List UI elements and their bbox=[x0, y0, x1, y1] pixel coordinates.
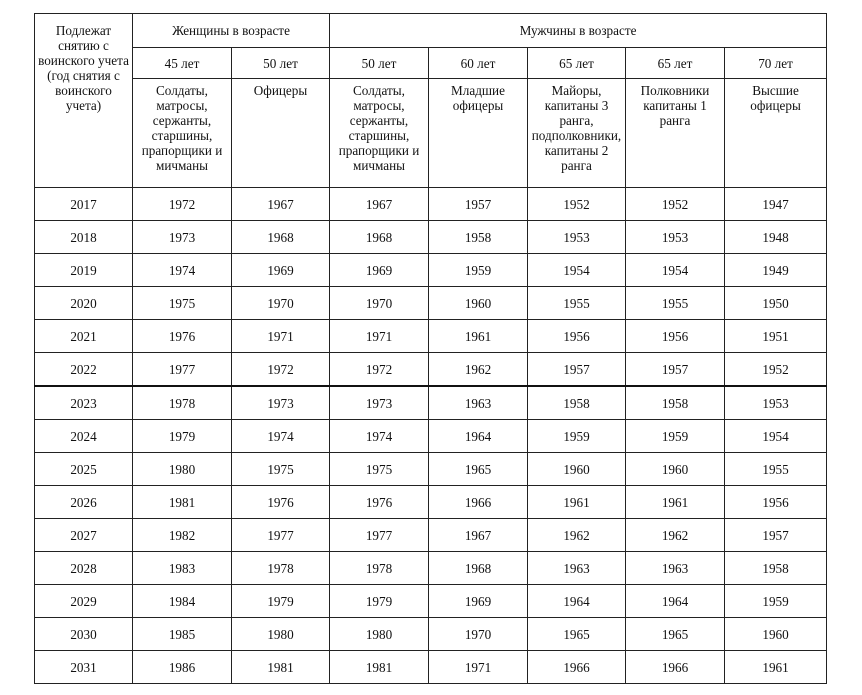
birth-year-cell: 1972 bbox=[232, 353, 330, 387]
birth-year-cell: 1950 bbox=[725, 287, 827, 320]
birth-year-cell: 1959 bbox=[725, 585, 827, 618]
table-row bbox=[35, 618, 827, 651]
birth-year-cell: 1973 bbox=[133, 221, 232, 254]
birth-year-cell: 1985 bbox=[133, 618, 232, 651]
deregistration-year-cell: 2023 bbox=[35, 386, 133, 420]
birth-year-cell: 1961 bbox=[626, 486, 725, 519]
birth-year-cell: 1970 bbox=[330, 287, 429, 320]
birth-year-cell: 1960 bbox=[429, 287, 528, 320]
birth-year-cell: 1958 bbox=[725, 552, 827, 585]
table-row bbox=[35, 519, 827, 552]
deregistration-year-cell: 2022 bbox=[35, 353, 133, 387]
birth-year-cell: 1978 bbox=[133, 386, 232, 420]
birth-year-cell: 1960 bbox=[626, 453, 725, 486]
birth-year-cell: 1967 bbox=[429, 519, 528, 552]
birth-year-cell: 1970 bbox=[429, 618, 528, 651]
birth-year-cell: 1954 bbox=[626, 254, 725, 287]
birth-year-cell: 1966 bbox=[626, 651, 725, 684]
birth-year-cell: 1984 bbox=[133, 585, 232, 618]
table-row bbox=[35, 453, 827, 486]
document-page bbox=[34, 13, 827, 684]
table-row bbox=[35, 420, 827, 453]
birth-year-cell: 1973 bbox=[330, 386, 429, 420]
birth-year-cell: 1964 bbox=[626, 585, 725, 618]
deregistration-year-cell: 2025 bbox=[35, 453, 133, 486]
age-header: 65 лет bbox=[626, 48, 725, 79]
age-header: 60 лет bbox=[429, 48, 528, 79]
birth-year-cell: 1955 bbox=[725, 453, 827, 486]
birth-year-cell: 1969 bbox=[429, 585, 528, 618]
birth-year-cell: 1979 bbox=[232, 585, 330, 618]
birth-year-cell: 1953 bbox=[725, 386, 827, 420]
birth-year-cell: 1952 bbox=[626, 188, 725, 221]
birth-year-cell: 1953 bbox=[528, 221, 626, 254]
table-row bbox=[35, 188, 827, 221]
deregistration-year-cell: 2026 bbox=[35, 486, 133, 519]
deregistration-year-cell: 2018 bbox=[35, 221, 133, 254]
birth-year-cell: 1972 bbox=[330, 353, 429, 387]
birth-year-cell: 1974 bbox=[133, 254, 232, 287]
category-header: Младшие офицеры bbox=[429, 79, 528, 188]
birth-year-cell: 1981 bbox=[232, 651, 330, 684]
birth-year-cell: 1957 bbox=[429, 188, 528, 221]
table-row bbox=[35, 651, 827, 684]
birth-year-cell: 1956 bbox=[626, 320, 725, 353]
birth-year-cell: 1963 bbox=[429, 386, 528, 420]
age-header: 65 лет bbox=[528, 48, 626, 79]
birth-year-cell: 1964 bbox=[528, 585, 626, 618]
birth-year-cell: 1965 bbox=[429, 453, 528, 486]
header-row-categories bbox=[35, 79, 827, 188]
birth-year-cell: 1972 bbox=[133, 188, 232, 221]
birth-year-cell: 1967 bbox=[232, 188, 330, 221]
header-row-ages bbox=[35, 48, 827, 79]
category-header: Полковники капитаны 1 ранга bbox=[626, 79, 725, 188]
birth-year-cell: 1965 bbox=[528, 618, 626, 651]
birth-year-cell: 1971 bbox=[330, 320, 429, 353]
birth-year-cell: 1975 bbox=[330, 453, 429, 486]
birth-year-cell: 1963 bbox=[626, 552, 725, 585]
birth-year-cell: 1978 bbox=[330, 552, 429, 585]
deregistration-year-cell: 2017 bbox=[35, 188, 133, 221]
birth-year-cell: 1977 bbox=[232, 519, 330, 552]
birth-year-cell: 1960 bbox=[725, 618, 827, 651]
birth-year-cell: 1986 bbox=[133, 651, 232, 684]
birth-year-cell: 1979 bbox=[133, 420, 232, 453]
birth-year-cell: 1959 bbox=[429, 254, 528, 287]
birth-year-cell: 1958 bbox=[626, 386, 725, 420]
birth-year-cell: 1962 bbox=[528, 519, 626, 552]
deregistration-year-cell: 2021 bbox=[35, 320, 133, 353]
birth-year-cell: 1954 bbox=[725, 420, 827, 453]
deregistration-year-cell: 2028 bbox=[35, 552, 133, 585]
birth-year-cell: 1976 bbox=[133, 320, 232, 353]
birth-year-cell: 1952 bbox=[725, 353, 827, 387]
category-header: Солдаты, матросы, сержанты, старшины, прапорщики и мичманы bbox=[330, 79, 429, 188]
birth-year-cell: 1961 bbox=[725, 651, 827, 684]
birth-year-cell: 1947 bbox=[725, 188, 827, 221]
birth-year-cell: 1961 bbox=[528, 486, 626, 519]
deregistration-year-cell: 2020 bbox=[35, 287, 133, 320]
birth-year-cell: 1968 bbox=[429, 552, 528, 585]
birth-year-cell: 1978 bbox=[232, 552, 330, 585]
table-row bbox=[35, 221, 827, 254]
birth-year-cell: 1952 bbox=[528, 188, 626, 221]
birth-year-cell: 1957 bbox=[528, 353, 626, 387]
deregistration-year-cell: 2027 bbox=[35, 519, 133, 552]
women-group-header: Женщины в возрасте bbox=[133, 14, 330, 48]
birth-year-cell: 1982 bbox=[133, 519, 232, 552]
category-header: Майоры, капитаны 3 ранга, подполковники, капитаны 2 ранга bbox=[528, 79, 626, 188]
table-header bbox=[35, 14, 827, 188]
deregistration-year-cell: 2031 bbox=[35, 651, 133, 684]
table-row bbox=[35, 353, 827, 387]
birth-year-cell: 1973 bbox=[232, 386, 330, 420]
table-row bbox=[35, 287, 827, 320]
birth-year-cell: 1977 bbox=[133, 353, 232, 387]
table-row bbox=[35, 386, 827, 420]
table-row bbox=[35, 486, 827, 519]
birth-year-cell: 1957 bbox=[725, 519, 827, 552]
table-row bbox=[35, 254, 827, 287]
birth-year-cell: 1969 bbox=[330, 254, 429, 287]
birth-year-cell: 1968 bbox=[330, 221, 429, 254]
military-deregistration-table bbox=[34, 13, 827, 684]
birth-year-cell: 1964 bbox=[429, 420, 528, 453]
birth-year-cell: 1979 bbox=[330, 585, 429, 618]
birth-year-cell: 1948 bbox=[725, 221, 827, 254]
birth-year-cell: 1981 bbox=[133, 486, 232, 519]
birth-year-cell: 1975 bbox=[232, 453, 330, 486]
birth-year-cell: 1956 bbox=[528, 320, 626, 353]
birth-year-cell: 1983 bbox=[133, 552, 232, 585]
birth-year-cell: 1949 bbox=[725, 254, 827, 287]
birth-year-cell: 1980 bbox=[133, 453, 232, 486]
birth-year-cell: 1961 bbox=[429, 320, 528, 353]
birth-year-cell: 1957 bbox=[626, 353, 725, 387]
birth-year-cell: 1975 bbox=[133, 287, 232, 320]
birth-year-cell: 1966 bbox=[429, 486, 528, 519]
birth-year-cell: 1962 bbox=[626, 519, 725, 552]
birth-year-cell: 1958 bbox=[528, 386, 626, 420]
birth-year-cell: 1969 bbox=[232, 254, 330, 287]
birth-year-cell: 1960 bbox=[528, 453, 626, 486]
birth-year-cell: 1976 bbox=[330, 486, 429, 519]
table-body bbox=[35, 188, 827, 684]
birth-year-cell: 1955 bbox=[528, 287, 626, 320]
age-header: 50 лет bbox=[232, 48, 330, 79]
birth-year-cell: 1977 bbox=[330, 519, 429, 552]
birth-year-cell: 1971 bbox=[429, 651, 528, 684]
birth-year-cell: 1976 bbox=[232, 486, 330, 519]
age-header: 50 лет bbox=[330, 48, 429, 79]
birth-year-cell: 1956 bbox=[725, 486, 827, 519]
birth-year-cell: 1970 bbox=[232, 287, 330, 320]
birth-year-cell: 1974 bbox=[232, 420, 330, 453]
birth-year-cell: 1963 bbox=[528, 552, 626, 585]
category-header: Офицеры bbox=[232, 79, 330, 188]
birth-year-cell: 1959 bbox=[626, 420, 725, 453]
birth-year-cell: 1980 bbox=[232, 618, 330, 651]
birth-year-cell: 1971 bbox=[232, 320, 330, 353]
header-row-groups bbox=[35, 14, 827, 48]
table-row bbox=[35, 585, 827, 618]
category-header: Высшие офицеры bbox=[725, 79, 827, 188]
table-row bbox=[35, 552, 827, 585]
birth-year-cell: 1962 bbox=[429, 353, 528, 387]
birth-year-cell: 1958 bbox=[429, 221, 528, 254]
age-header: 45 лет bbox=[133, 48, 232, 79]
birth-year-cell: 1981 bbox=[330, 651, 429, 684]
category-header: Солдаты, матросы, сержанты, старшины, прапорщики и мичманы bbox=[133, 79, 232, 188]
birth-year-cell: 1980 bbox=[330, 618, 429, 651]
birth-year-cell: 1959 bbox=[528, 420, 626, 453]
birth-year-cell: 1953 bbox=[626, 221, 725, 254]
corner-header: Подлежат снятию с воинского учета (год снятия с воинского учета) bbox=[35, 14, 133, 188]
birth-year-cell: 1965 bbox=[626, 618, 725, 651]
deregistration-year-cell: 2024 bbox=[35, 420, 133, 453]
birth-year-cell: 1951 bbox=[725, 320, 827, 353]
table-row bbox=[35, 320, 827, 353]
deregistration-year-cell: 2030 bbox=[35, 618, 133, 651]
deregistration-year-cell: 2019 bbox=[35, 254, 133, 287]
birth-year-cell: 1968 bbox=[232, 221, 330, 254]
deregistration-year-cell: 2029 bbox=[35, 585, 133, 618]
birth-year-cell: 1954 bbox=[528, 254, 626, 287]
men-group-header: Мужчины в возрасте bbox=[330, 14, 827, 48]
age-header: 70 лет bbox=[725, 48, 827, 79]
birth-year-cell: 1955 bbox=[626, 287, 725, 320]
birth-year-cell: 1967 bbox=[330, 188, 429, 221]
birth-year-cell: 1974 bbox=[330, 420, 429, 453]
birth-year-cell: 1966 bbox=[528, 651, 626, 684]
